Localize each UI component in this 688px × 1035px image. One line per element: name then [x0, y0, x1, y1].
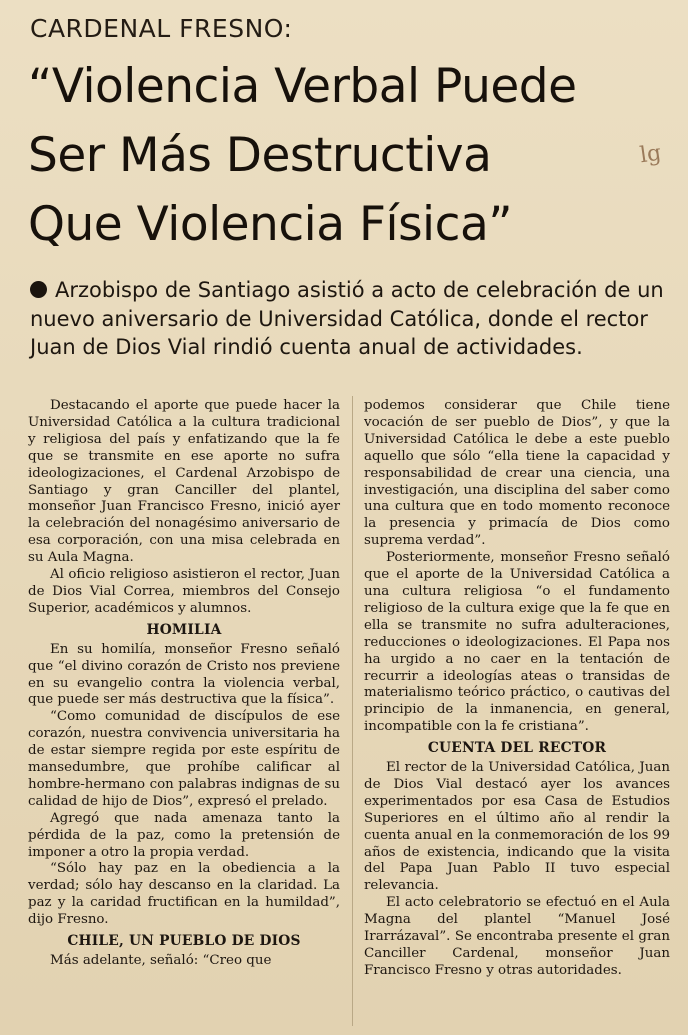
handwritten-margin-note: lg — [638, 140, 663, 169]
deck — [30, 276, 675, 362]
headline-line-3: Que Violencia Física” — [28, 197, 513, 252]
subhead-homilia: HOMILIA — [146, 621, 222, 638]
paragraph: Agregó que nada amenaza tanto la pérdida de la paz, como la pretensión de imponer a otro la propia verdad. — [28, 810, 340, 860]
paragraph: Al oficio religioso asistieron el rector, Juan de Dios Vial Correa, miembros del Consejo Superior, académicos y alumnos. — [28, 567, 340, 616]
paragraph: El acto celebratorio se efectuó en el Aula Magna del plantel “Manuel José Irarrázaval”. Se encontraba presente el gran Canciller Cardenal, monseñor Juan Francisco Fresno y otras autoridades. — [364, 895, 670, 978]
column-divider — [352, 396, 353, 1026]
paragraph: Posteriormente, monseñor Fresno señaló que el aporte de la Universidad Católica a una cultura religiosa “o el fundamento religioso de la cultura exige que la fe que en ella se transmite no sufra adulteraciones, reducciones o ideologizaciones. El Papa nos ha urgido a no caer en la tentación de recurrir a ideologías ateas o transidas de materialismo teórico práctico, o cautivas del principio de la inmanencia, en general, incompatible con la fe cristiana”. — [364, 550, 670, 735]
paragraph: “Como comunidad de discípulos de ese corazón, nuestra convivencia universitaria ha de estar siempre regida por este espíritu de mansedumbre, que prohíbe calificar al hombre-hermano con palabras indignas de su calidad de hijo de Dios”, expresó el prelado. — [28, 709, 340, 809]
bullet-icon — [30, 281, 47, 298]
headline — [28, 52, 678, 259]
headline-line-2: Ser Más Destructiva — [28, 128, 492, 183]
paragraph: En su homilía, monseñor Fresno señaló que “el divino corazón de Cristo nos previene en su evangelio contra la violencia verbal, que puede ser más destructiva que la física”. — [28, 641, 340, 708]
kicker: CARDENAL FRESNO: — [30, 14, 293, 43]
subhead-chile: CHILE, UN PUEBLO DE DIOS — [67, 933, 301, 950]
right-column — [364, 398, 670, 980]
paragraph: “Sólo hay paz en la obediencia a la verdad; sólo hay descanso en la claridad. La paz y la caridad fructifican en la humildad”, dijo Fresno. — [28, 861, 340, 928]
subhead-cuenta-rector: CUENTA DEL RECTOR — [427, 740, 607, 757]
paragraph: Más adelante, señaló: “Creo que — [50, 953, 272, 968]
left-column — [28, 398, 340, 970]
paragraph: podemos considerar que Chile tiene vocación de ser pueblo de Dios”, y que la Universidad Católica le debe a este pueblo aquello que sólo “ella tiene la capacidad y responsabilidad de crear una ciencia, una investigación, una disciplina del saber como una cultura que en todo momento reconoce la presencia y primacía de Dios como suprema verdad”. — [364, 398, 670, 549]
headline-line-1: “Violencia Verbal Puede — [28, 59, 577, 114]
paragraph: Destacando el aporte que puede hacer la Universidad Católica a la cultura tradicional y religiosa del país y enfatizando que la fe que se transmite en ese aporte no sufra ideologizaciones, el Cardenal Arzobispo de Santiago y gran Canciller del plantel, monseñor Juan Francisco Fresno, inició ayer la celebración del nonagésimo aniversario de esa corporación, con una misa celebrada en su Aula Magna. — [28, 398, 340, 566]
deck-text: Arzobispo de Santiago asistió a acto de celebración de un nuevo aniversario de Universidad Católica, donde el rector Juan de Dios Vial rindió cuenta anual de actividades. — [30, 278, 664, 359]
paragraph: El rector de la Universidad Católica, Juan de Dios Vial destacó ayer los avances experimentados por esa Casa de Estudios Superiores en el último año al rendir la cuenta anual en la conmemoración de los 99 años de existencia, indicando que la visita del Papa Juan Pablo II tuvo especial relevancia. — [364, 760, 670, 894]
